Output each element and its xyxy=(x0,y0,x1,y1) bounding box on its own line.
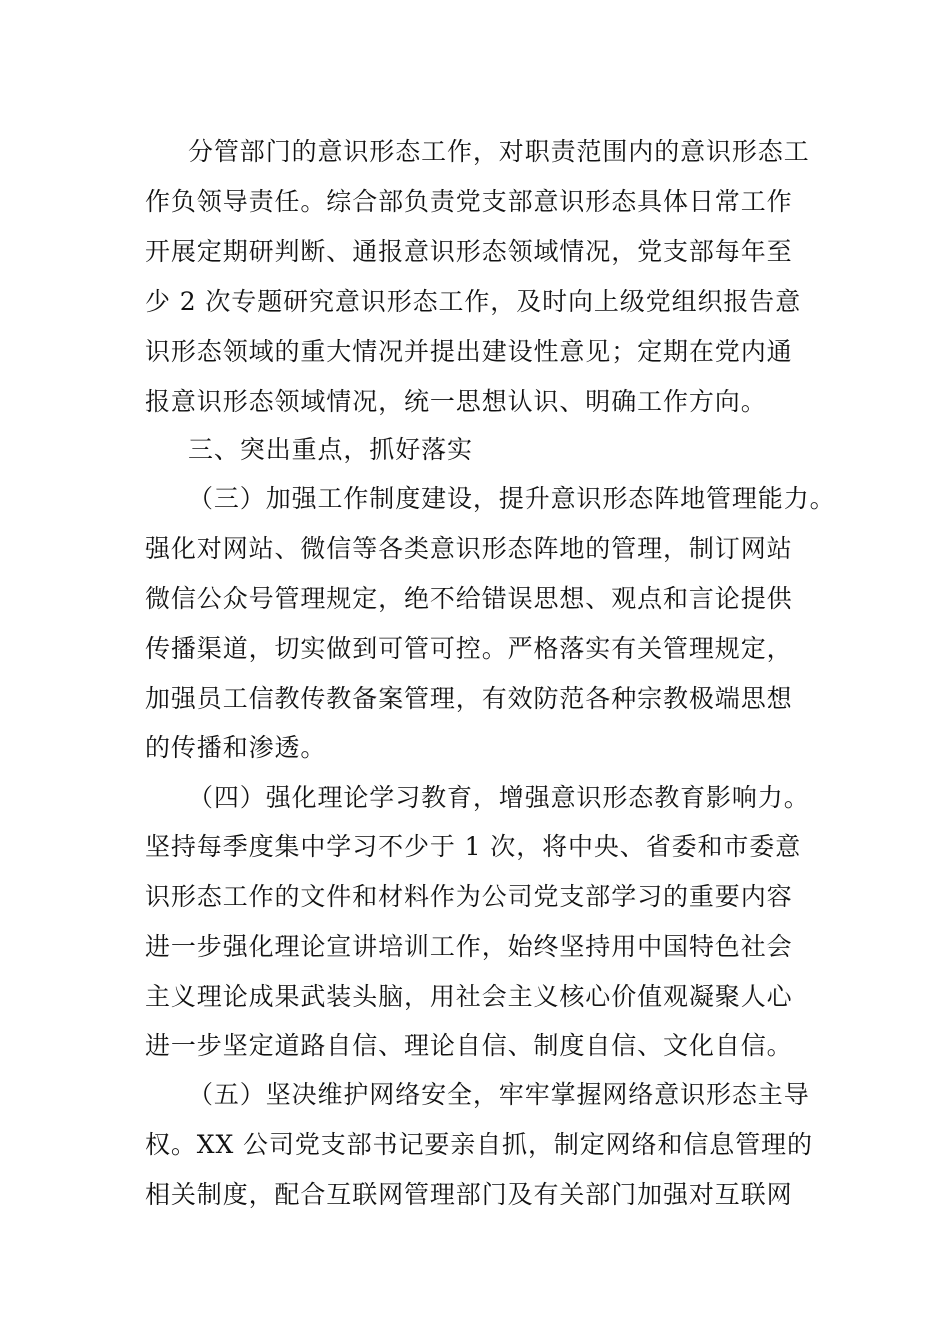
subsection-heading: （三）加强工作制度建设，提升意识形态阵地管理能力。 xyxy=(188,484,836,513)
text-line: 相关制度，配合互联网管理部门及有关部门加强对互联网 xyxy=(145,1180,793,1209)
text-line: 进一步强化理论宣讲培训工作，始终坚持用中国特色社会 xyxy=(145,932,793,961)
section-heading: 三、突出重点，抓好落实 xyxy=(188,435,473,464)
text-line: 传播渠道，切实做到可管可控。严格落实有关管理规定， xyxy=(145,634,793,663)
text-line: 加强员工信教传教备案管理，有效防范各种宗教极端思想 xyxy=(145,684,793,713)
text-line: 开展定期研判断、通报意识形态领域情况，党支部每年至 xyxy=(145,237,793,266)
text-line: 主义理论成果武装头脑，用社会主义核心价值观凝聚人心 xyxy=(145,982,793,1011)
text-line: 报意识形态领域情况，统一思想认识、明确工作方向。 xyxy=(145,387,767,416)
text-line: 强化对网站、微信等各类意识形态阵地的管理，制订网站 xyxy=(145,534,793,563)
text-line: 的传播和渗透。 xyxy=(145,733,327,762)
text-line: 少 2 次专题研究意识形态工作，及时向上级党组织报告意 xyxy=(145,287,802,316)
text-line: 坚持每季度集中学习不少于 1 次，将中央、省委和市委意 xyxy=(145,832,802,861)
text-line: 微信公众号管理规定，绝不给错误思想、观点和言论提供 xyxy=(145,584,793,613)
subsection-heading: （四）强化理论学习教育，增强意识形态教育影响力。 xyxy=(188,783,810,812)
text-line: 识形态领域的重大情况并提出建设性意见；定期在党内通 xyxy=(145,337,793,366)
text-line: 作负领导责任。综合部负责党支部意识形态具体日常工作 xyxy=(145,187,793,216)
text-line: 权。XX 公司党支部书记要亲自抓，制定网络和信息管理的 xyxy=(145,1130,813,1159)
subsection-heading: （五）坚决维护网络安全，牢牢掌握网络意识形态主导 xyxy=(188,1080,810,1109)
text-line: 进一步坚定道路自信、理论自信、制度自信、文化自信。 xyxy=(145,1031,793,1060)
text-line: 识形态工作的文件和材料作为公司党支部学习的重要内容 xyxy=(145,882,793,911)
text-line: 分管部门的意识形态工作，对职责范围内的意识形态工 xyxy=(188,137,810,166)
